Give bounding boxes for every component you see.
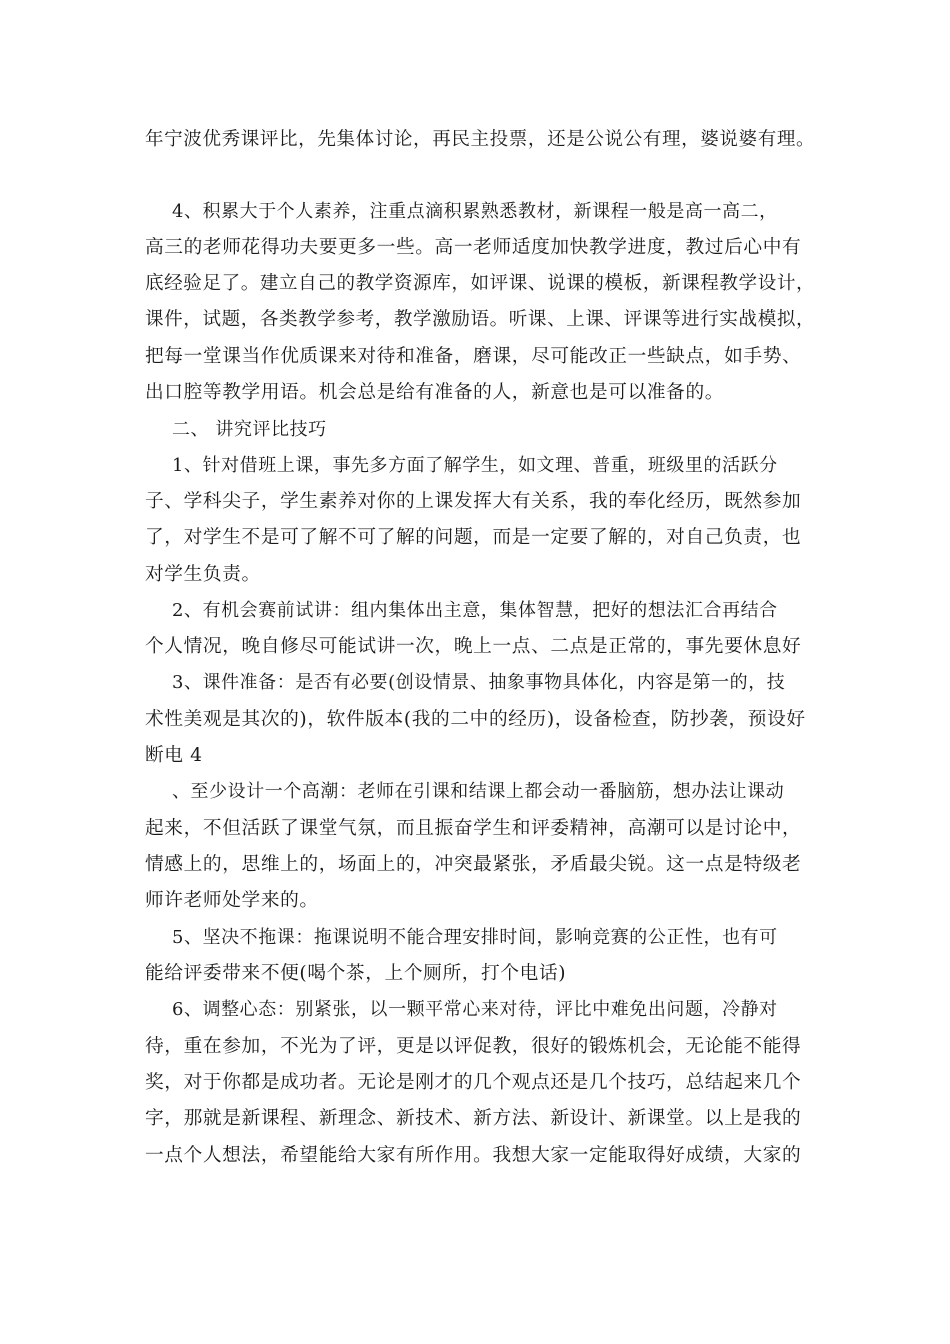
text-line: 起来，不但活跃了课堂气氛，而且振奋学生和评委精神，高潮可以是讨论中，: [145, 818, 802, 839]
text-line: 2、有机会赛前试讲：组内集体出主意，集体智慧，把好的想法汇合再结合: [172, 600, 778, 621]
text-line: 了，对学生不是可了解不可了解的问题，而是一定要了解的，对自己负责，也: [145, 527, 802, 548]
text-line: 情感上的，思维上的，场面上的，冲突最紧张，矛盾最尖锐。这一点是特级老: [145, 854, 802, 875]
text-line: 4、积累大于个人素养，注重点滴积累熟悉教材，新课程一般是高一高二，: [172, 201, 778, 222]
text-line: 个人情况，晚自修尽可能试讲一次，晚上一点、二点是正常的，事先要休息好: [145, 636, 802, 657]
text-line: 奖，对于你都是成功者。无论是刚才的几个观点还是几个技巧，总结起来几个: [145, 1072, 802, 1093]
text-line: 年宁波优秀课评比，先集体讨论，再民主投票，还是公说公有理，婆说婆有理。: [145, 129, 816, 150]
text-line: 子、学科尖子，学生素养对你的上课发挥大有关系，我的奉化经历，既然参加: [145, 491, 802, 512]
text-line: 6、调整心态：别紧张，以一颗平常心来对待，评比中难免出问题，冷静对: [172, 999, 778, 1020]
text-line: 术性美观是其次的)，软件版本(我的二中的经历)，设备检查，防抄袭，预设好: [145, 709, 806, 730]
text-line: 5、坚决不拖课：拖课说明不能合理安排时间，影响竞赛的公正性，也有可: [172, 927, 778, 948]
text-line: 一点个人想法，希望能给大家有所作用。我想大家一定能取得好成绩，大家的: [145, 1145, 802, 1166]
text-line: 字，那就是新课程、新理念、新技术、新方法、新设计、新课堂。以上是我的: [145, 1108, 802, 1129]
text-line: 、至少设计一个高潮：老师在引课和结课上都会动一番脑筋，想办法让课动: [172, 781, 785, 802]
text-line: 待，重在参加，不光为了评，更是以评促教，很好的锻炼机会，无论能不能得: [145, 1036, 802, 1057]
text-line: 断电 4: [145, 745, 203, 766]
text-line: 能给评委带来不便(喝个茶，上个厕所，打个电话): [145, 963, 567, 984]
text-line: 把每一堂课当作优质课来对待和准备，磨课，尽可能改正一些缺点，如手势、: [145, 346, 802, 367]
text-line: 师许老师处学来的。: [145, 890, 319, 911]
text-line: 出口腔等教学用语。机会总是给有准备的人，新意也是可以准备的。: [145, 382, 725, 403]
text-line: 对学生负责。: [145, 564, 261, 585]
section-heading: 二、 讲究评比技巧: [172, 419, 327, 440]
text-line: 高三的老师花得功夫要更多一些。高一老师适度加快教学进度，教过后心中有: [145, 237, 802, 258]
text-line: 课件，试题，各类教学参考，教学激励语。听课、上课、评课等进行实战模拟，: [145, 309, 816, 330]
text-line: 3、课件准备：是否有必要(创设情景、抽象事物具体化，内容是第一的，技: [172, 672, 786, 693]
text-line: 1、针对借班上课，事先多方面了解学生，如文理、普重，班级里的活跃分: [172, 455, 778, 476]
text-line: 底经验足了。建立自己的教学资源库，如评课、说课的模板，新课程教学设计，: [145, 273, 816, 294]
